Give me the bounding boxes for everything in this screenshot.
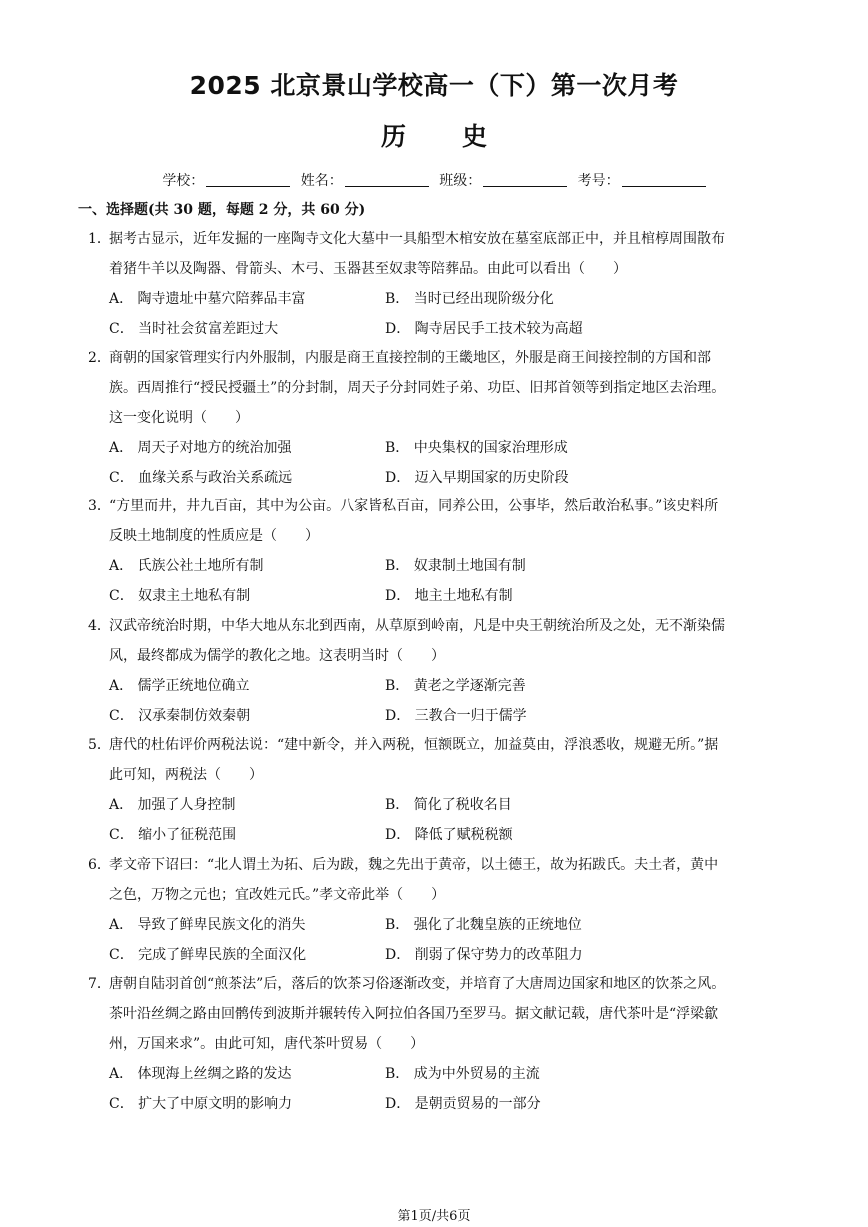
options-row [88,1059,788,1089]
option-c[interactable]: C． 完成了鲜卑民族的全面汉化 [109,947,307,963]
option-a[interactable]: A． 儒学正统地位确立 [109,678,250,694]
question-3 [88,491,788,611]
options-row [88,910,788,940]
option-a[interactable]: A． 加强了人身控制 [109,797,236,813]
school-label: 学校： [162,173,205,189]
option-d[interactable]: D． 陶寺居民手工技术较为高超 [385,321,583,337]
exam-number-label: 考号： [577,173,620,189]
options-row [88,581,788,611]
options-row [88,790,788,820]
option-b[interactable]: B． 强化了北魏皇族的正统地位 [385,917,582,933]
page-footer: 第1页/共6页 [397,1209,471,1224]
question-text: 唐代的杜佑评价两税法说：“建中新令，并入两税，恒额既立，加益莫由，浮浪悉收，规避无所。”据 [109,737,719,753]
options-row [88,284,788,314]
exam-number-blank [622,173,706,187]
school-field [162,170,290,190]
option-c[interactable]: C． 扩大了中原文明的影响力 [109,1096,293,1112]
question-text: 孝文帝下诏曰：“北人谓土为拓、后为跋，魏之先出于黄帝，以土德王，故为拓跋氏。夫土者，黄中 [109,857,719,873]
question-line [88,611,788,641]
question-4 [88,611,788,731]
question-text: 商朝的国家管理实行内外服制，内服是商王直接控制的王畿地区，外服是商王间接控制的方国和部 [109,350,711,366]
option-b[interactable]: B． 成为中外贸易的主流 [385,1066,540,1082]
options-row [88,940,788,970]
class-field [439,170,567,190]
question-line [88,969,788,999]
option-c[interactable]: C． 血缘关系与政治关系疏远 [109,470,293,486]
question-text: 据考古显示，近年发掘的一座陶寺文化大墓中一具船型木棺安放在墓室底部正中，并且棺椁周围散布 [109,231,725,247]
option-d[interactable]: D． 削弱了保守势力的改革阻力 [385,947,583,963]
option-c[interactable]: C． 奴隶主土地私有制 [109,588,251,604]
options-row [88,701,788,731]
question-7 [88,969,788,1119]
question-line: 风，最终都成为儒学的教化之地。这表明当时（ ） [109,648,445,664]
option-a[interactable]: A． 导致了鲜卑民族文化的消失 [109,917,306,933]
question-6 [88,850,788,970]
options-row [88,671,788,701]
question-line: 州，万国来求”。由此可知，唐代茶叶贸易（ ） [109,1036,425,1052]
page-title: 2025 北京景山学校高一（下）第一次月考 [189,71,679,100]
options-row [88,463,788,493]
question-5 [88,730,788,850]
question-number: 4． [88,618,111,634]
question-line: 茶叶沿丝绸之路由回鹘传到波斯并辗转传入阿拉伯各国乃至罗马。据文献记载，唐代茶叶是“浮梁歙 [109,1006,719,1022]
question-line: 此可知，两税法（ ） [109,767,263,783]
student-info-row [0,170,868,190]
question-number: 2． [88,350,111,366]
question-number: 5． [88,737,111,753]
question-text: 唐朝自陆羽首创“煎茶法”后，落后的饮茶习俗逐渐改变，并培育了大唐周边国家和地区的饮茶之风。 [109,976,726,992]
name-blank [345,173,429,187]
question-number: 1． [88,231,111,247]
option-d[interactable]: D． 地主土地私有制 [385,588,513,604]
section-heading: 一、选择题(共 30 题，每题 2 分，共 60 分) [78,202,366,218]
option-c[interactable]: C． 缩小了征税范围 [109,827,237,843]
question-line: 着猪牛羊以及陶器、骨箭头、木弓、玉器甚至奴隶等陪葬品。由此可以看出（ ） [109,261,627,277]
class-blank [483,173,567,187]
question-line [88,850,788,880]
question-text: “方里而井，井九百亩，其中为公亩。八家皆私百亩，同养公田，公事毕，然后敢治私事。”该史料所 [109,498,719,514]
option-b[interactable]: B． 简化了税收名目 [385,797,512,813]
question-number: 6． [88,857,111,873]
option-b[interactable]: B． 中央集权的国家治理形成 [385,440,568,456]
option-d[interactable]: D． 是朝贡贸易的一部分 [385,1096,541,1112]
option-b[interactable]: B． 奴隶制土地国有制 [385,558,526,574]
question-line: 之色，万物之元也；宜改姓元氏。”孝文帝此举（ ） [109,887,446,903]
option-c[interactable]: C． 汉承秦制仿效秦朝 [109,708,251,724]
option-a[interactable]: A． 氏族公社土地所有制 [109,558,264,574]
name-field [301,170,429,190]
name-label: 姓名： [300,173,343,189]
option-a[interactable]: A． 周天子对地方的统治加强 [109,440,292,456]
question-line: 族。西周推行“授民授疆土”的分封制，周天子分封同姓子弟、功臣、旧邦首领等到指定地区去治理。 [109,380,726,396]
exam-number-field [578,170,706,190]
option-c[interactable]: C． 当时社会贫富差距过大 [109,321,279,337]
options-row [88,820,788,850]
class-label: 班级： [439,173,482,189]
option-d[interactable]: D． 降低了赋税税额 [385,827,513,843]
question-line [88,343,788,373]
question-1 [88,224,788,344]
question-line: 反映土地制度的性质应是（ ） [109,528,319,544]
option-a[interactable]: A． 体现海上丝绸之路的发达 [109,1066,292,1082]
option-d[interactable]: D． 三教合一归于儒学 [385,708,527,724]
options-row [88,433,788,463]
option-d[interactable]: D． 迈入早期国家的历史阶段 [385,470,569,486]
question-line [88,224,788,254]
question-line [88,730,788,760]
option-a[interactable]: A． 陶寺遗址中墓穴陪葬品丰富 [109,291,306,307]
question-line: 这一变化说明（ ） [109,410,249,426]
subject-title: 历史 [380,122,543,151]
question-line [88,491,788,521]
question-number: 3． [88,498,111,514]
question-text: 汉武帝统治时期，中华大地从东北到西南，从草原到岭南，凡是中央王朝统治所及之处，无不渐染儒 [109,618,725,634]
question-number: 7． [88,976,111,992]
options-row [88,551,788,581]
options-row [88,314,788,344]
options-row [88,1089,788,1119]
school-blank [206,173,290,187]
question-2 [88,343,788,493]
option-b[interactable]: B． 当时已经出现阶级分化 [385,291,554,307]
option-b[interactable]: B． 黄老之学逐渐完善 [385,678,526,694]
